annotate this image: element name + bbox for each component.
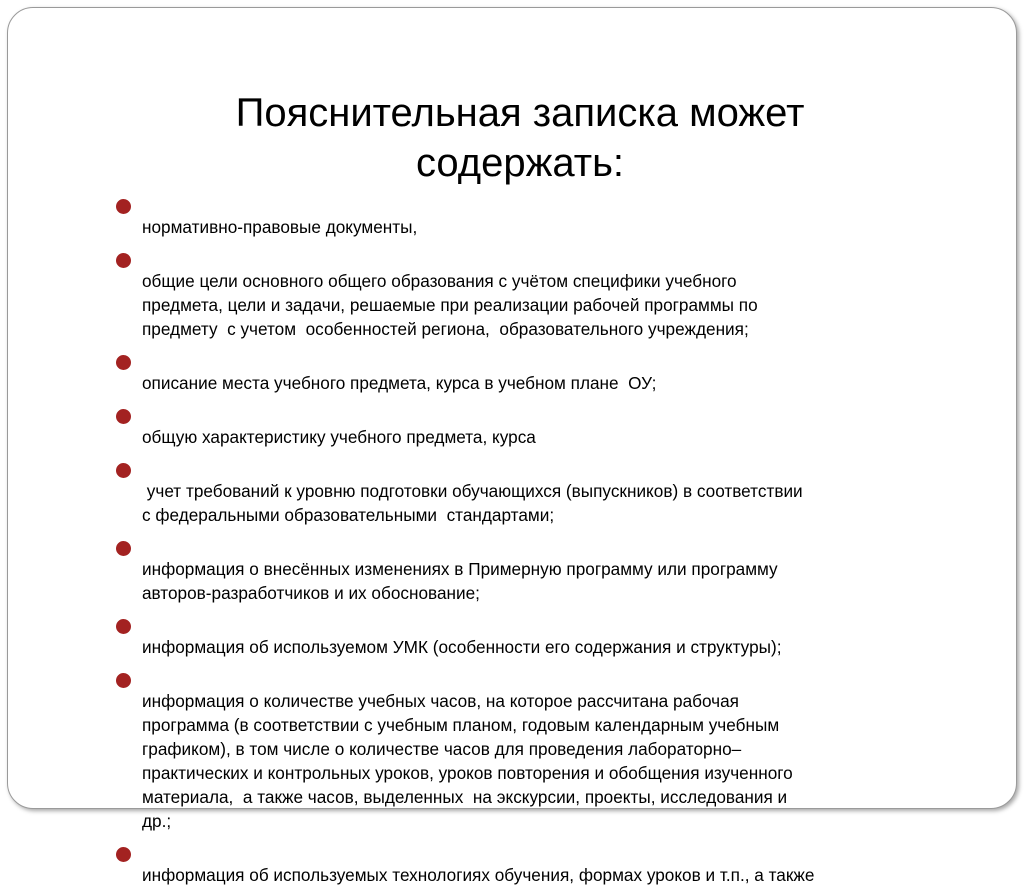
- bullet-item: [116, 350, 926, 395]
- bullet-item: [116, 458, 926, 527]
- bullet-text-line: информация об используемых технологиях обучения, формах уроков и т.п., а также: [142, 865, 815, 885]
- bullet-dot-icon: [116, 355, 131, 370]
- bullet-text: [142, 863, 926, 887]
- bullet-text: [142, 269, 926, 341]
- bullet-text-line: др.;: [142, 811, 172, 831]
- bullet-list: [116, 194, 926, 896]
- bullet-item: [116, 842, 926, 887]
- bullet-item: [116, 404, 926, 449]
- bullet-text-line: авторов-разработчиков и их обоснование;: [142, 583, 480, 603]
- bullet-text-line: нормативно-правовые документы,: [142, 217, 418, 237]
- bullet-item: [116, 536, 926, 605]
- slide-frame: [7, 7, 1017, 885]
- bullet-text: [142, 425, 926, 449]
- bullet-text: [142, 215, 926, 239]
- bullet-item: [116, 248, 926, 341]
- bullet-text-line: практических и контрольных уроков, уроков повторения и обобщения изученного: [142, 763, 793, 783]
- bullet-dot-icon: [116, 673, 131, 688]
- bullet-text-line: информация об используемом УМК (особенности его содержания и структуры);: [142, 637, 782, 657]
- bullet-text-line: предмета, цели и задачи, решаемые при реализации рабочей программы по: [142, 295, 758, 315]
- bullet-item: [116, 194, 926, 239]
- bullet-text-line: графиком), в том числе о количестве часов для проведения лабораторно–: [142, 739, 742, 759]
- slide-title: [8, 88, 1024, 188]
- bullet-item: [116, 668, 926, 833]
- bullet-dot-icon: [116, 619, 131, 634]
- bullet-text-line: информация о количестве учебных часов, на которое рассчитана рабочая: [142, 691, 739, 711]
- bullet-text-line: программа (в соответствии с учебным планом, годовым календарным учебным: [142, 715, 780, 735]
- bullet-dot-icon: [116, 541, 131, 556]
- bullet-text: [142, 635, 926, 659]
- bullet-text-line: описание места учебного предмета, курса в учебном плане ОУ;: [142, 373, 657, 393]
- bullet-text-line: учет требований к уровню подготовки обучающихся (выпускников) в соответствии: [142, 481, 803, 501]
- bullet-text: [142, 479, 926, 527]
- bullet-text: [142, 557, 926, 605]
- bullet-text-line: с федеральными образовательными стандартами;: [142, 505, 555, 525]
- bullet-text-line: предмету с учетом особенностей региона, образовательного учреждения;: [142, 319, 749, 339]
- slide-title-line-1: Пояснительная записка может: [235, 91, 805, 135]
- bullet-item: [116, 614, 926, 659]
- slide-title-line-2: содержать:: [415, 141, 625, 185]
- bullet-text-line: материала, а также часов, выделенных на экскурсии, проекты, исследования и: [142, 787, 788, 807]
- bullet-dot-icon: [116, 199, 131, 214]
- bullet-text-line: общую характеристику учебного предмета, курса: [142, 427, 536, 447]
- bullet-dot-icon: [116, 847, 131, 862]
- bullet-dot-icon: [116, 409, 131, 424]
- bullet-dot-icon: [116, 463, 131, 478]
- bullet-text: [142, 371, 926, 395]
- bullet-dot-icon: [116, 253, 131, 268]
- bullet-text-line: общие цели основного общего образования с учётом специфики учебного: [142, 271, 737, 291]
- bullet-text: [142, 689, 926, 833]
- bullet-text-line: информация о внесённых изменениях в Примерную программу или программу: [142, 559, 778, 579]
